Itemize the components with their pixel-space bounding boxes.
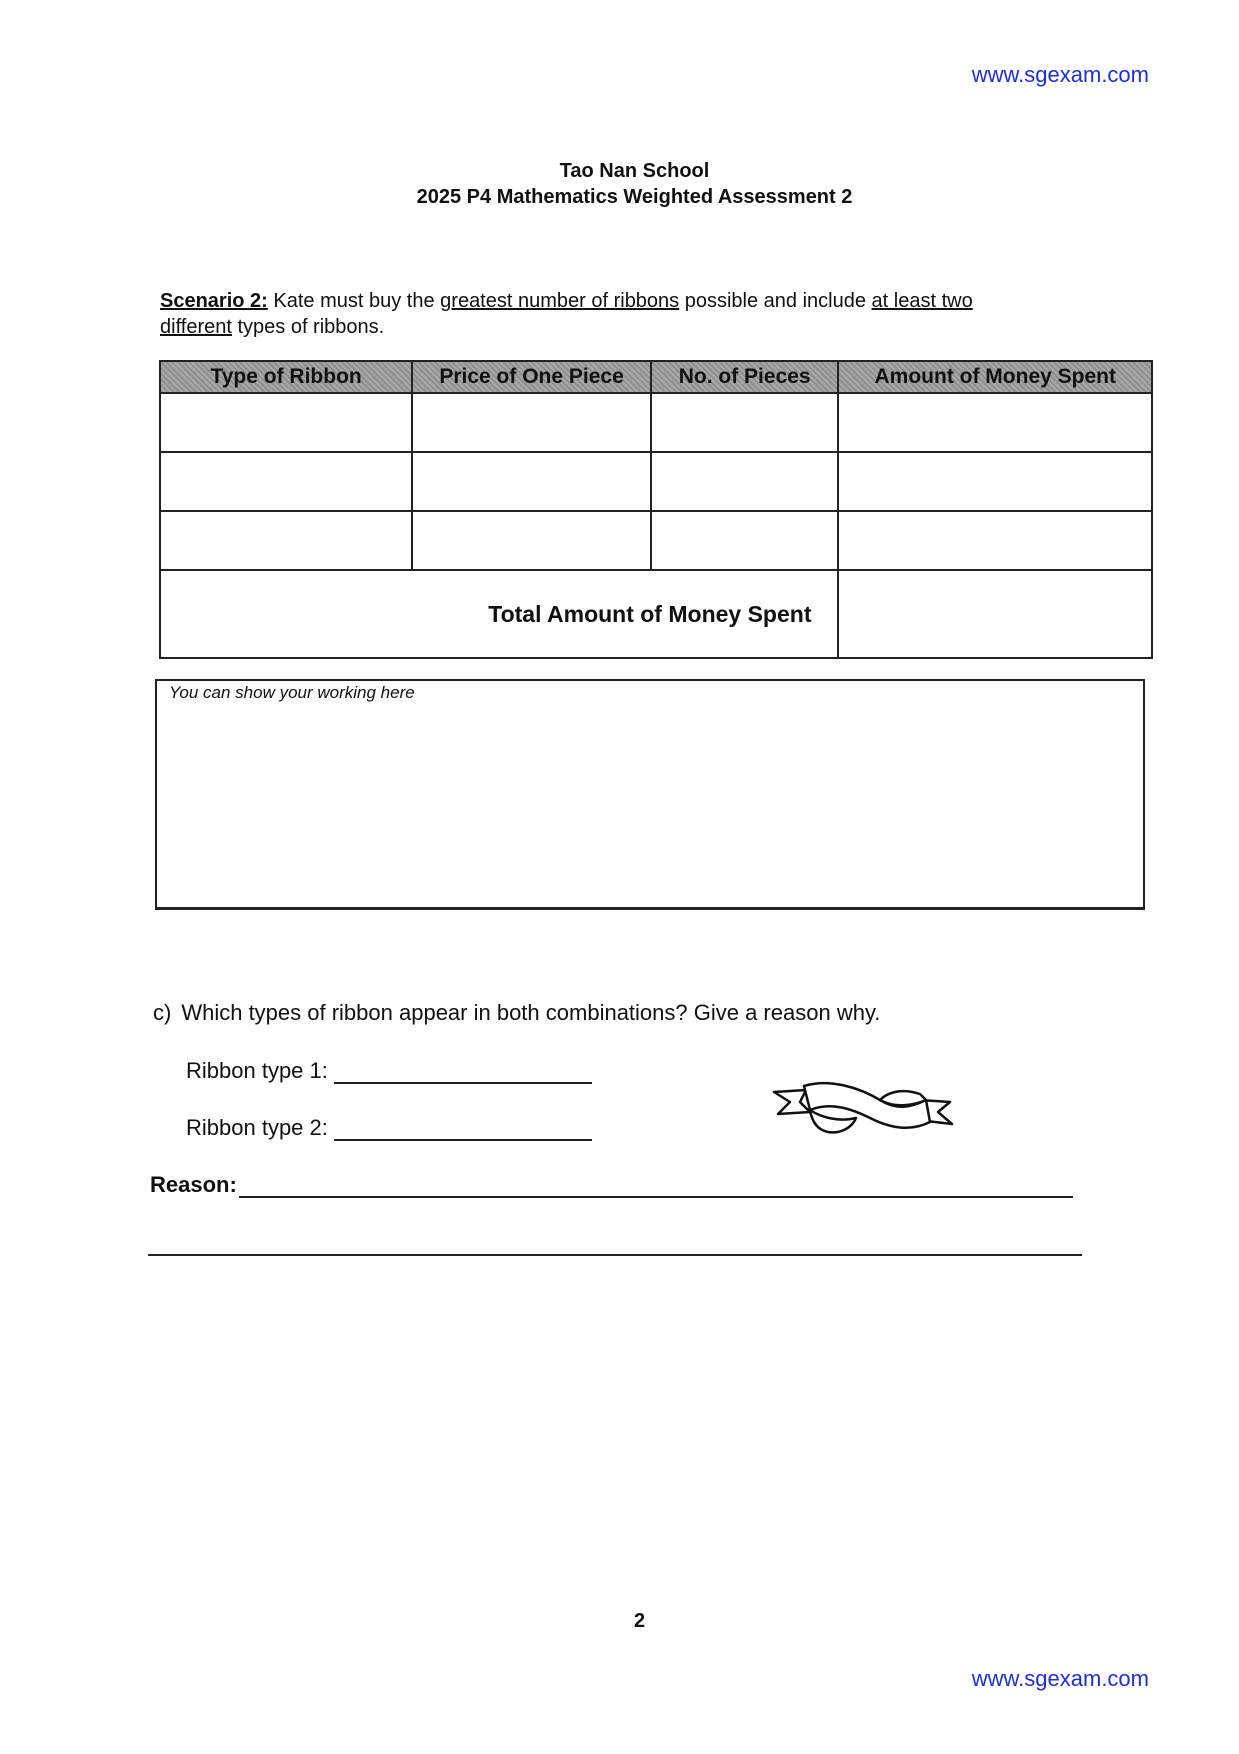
table-cell-pieces[interactable] [651, 393, 839, 452]
scenario-emphasis-2: at least two [871, 290, 973, 312]
table-row [160, 452, 1152, 511]
total-amount-cell[interactable] [838, 570, 1152, 658]
ribbon-type-2-answer-line[interactable] [334, 1117, 592, 1141]
question-c [153, 1000, 880, 1026]
scenario-text-1: Kate must buy the [267, 290, 441, 312]
total-amount-label: Total Amount of Money Spent [160, 570, 838, 658]
page-header [0, 158, 1239, 210]
assessment-title: 2025 P4 Mathematics Weighted Assessment 2 [416, 186, 853, 208]
ribbon-type-1-row [186, 1058, 592, 1084]
ribbon-type-2-row [186, 1115, 592, 1141]
ribbon-type-1-answer-line[interactable] [334, 1060, 592, 1084]
school-name: Tao Nan School [559, 160, 710, 182]
table-cell-amount[interactable] [838, 511, 1152, 570]
reason-label: Reason: [150, 1172, 237, 1197]
table-cell-price[interactable] [412, 393, 651, 452]
ribbon-type-1-label: Ribbon type 1: [186, 1058, 328, 1083]
table-cell-amount[interactable] [838, 452, 1152, 511]
scenario-label: Scenario 2: [160, 290, 268, 312]
scenario-text-3: types of ribbons. [231, 316, 385, 338]
question-text: Which types of ribbon appear in both combinations? Give a reason why. [181, 1000, 881, 1025]
table-cell-price[interactable] [412, 511, 651, 570]
table-cell-pieces[interactable] [651, 511, 839, 570]
scenario-emphasis-1: greatest number of ribbons [440, 290, 680, 312]
working-area[interactable] [155, 679, 1145, 910]
ribbon-type-2-label: Ribbon type 2: [186, 1115, 328, 1140]
reason-answer-line-1[interactable] [239, 1174, 1073, 1198]
ribbon-banner-icon [770, 1078, 956, 1144]
table-row [160, 511, 1152, 570]
watermark-bottom[interactable]: www.sgexam.com [971, 1666, 1149, 1691]
table-header-row [160, 361, 1152, 393]
table-cell-amount[interactable] [838, 393, 1152, 452]
reason-row [150, 1172, 1073, 1198]
header-type-of-ribbon: Type of Ribbon [160, 361, 412, 393]
scenario-text-2: possible and include [679, 290, 872, 312]
table-cell-price[interactable] [412, 452, 651, 511]
watermark-top[interactable]: www.sgexam.com [971, 62, 1149, 87]
question-number: c) [153, 1000, 172, 1025]
table-cell-type[interactable] [160, 393, 412, 452]
ribbon-table [159, 360, 1153, 659]
scenario-emphasis-3: different [160, 316, 232, 338]
working-hint: You can show your working here [169, 683, 415, 702]
header-amount-of-money-spent: Amount of Money Spent [838, 361, 1152, 393]
reason-answer-line-2[interactable] [148, 1254, 1082, 1256]
scenario-statement [160, 288, 1090, 340]
table-cell-pieces[interactable] [651, 452, 839, 511]
table-row [160, 393, 1152, 452]
page-number: 2 [633, 1610, 646, 1632]
table-cell-type[interactable] [160, 511, 412, 570]
table-total-row [160, 570, 1152, 658]
header-no-of-pieces: No. of Pieces [651, 361, 839, 393]
header-price-of-one-piece: Price of One Piece [412, 361, 651, 393]
table-cell-type[interactable] [160, 452, 412, 511]
